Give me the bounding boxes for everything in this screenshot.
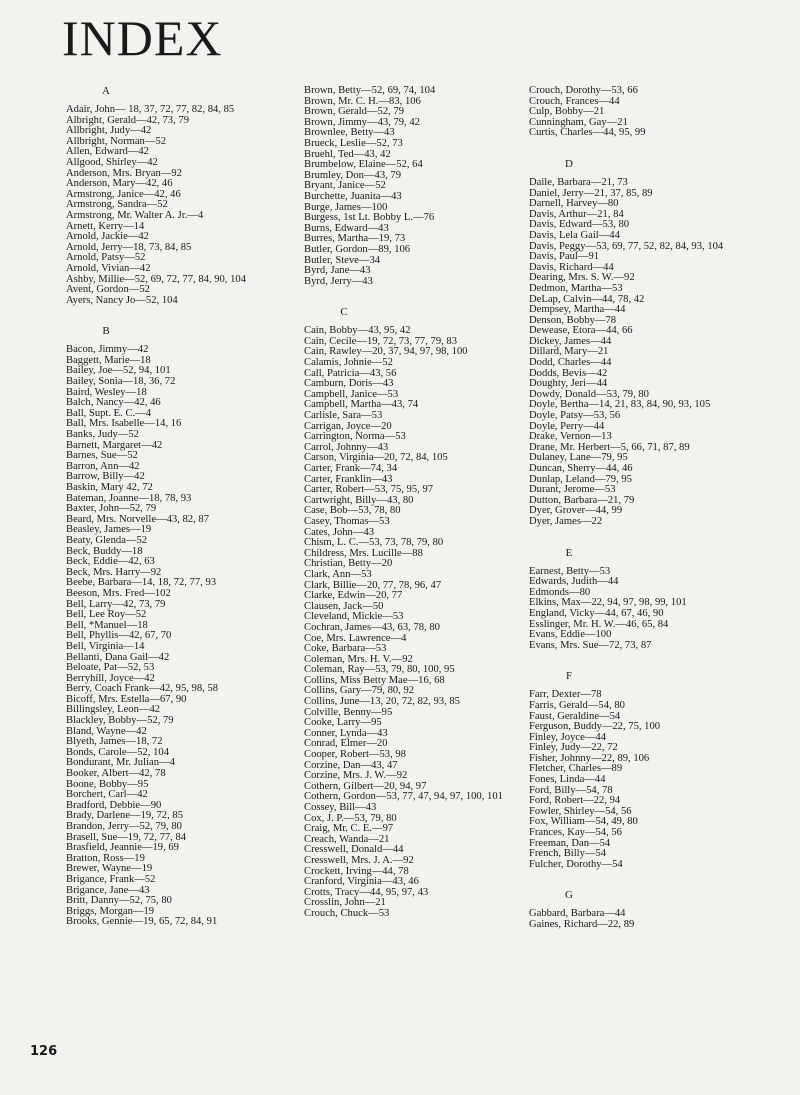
page-number: 126 bbox=[30, 1044, 58, 1059]
section-letter: B bbox=[102, 325, 110, 338]
index-entry: Davis, Lela Gail—44 bbox=[529, 229, 620, 241]
index-entry: Ford, Robert—22, 94 bbox=[529, 795, 621, 807]
index-entry: Beck, Eddie—42, 63 bbox=[66, 556, 155, 568]
index-entry: Duncan, Sherry—44, 46 bbox=[529, 463, 633, 474]
index-entry: Booker, Albert—42, 78 bbox=[66, 768, 166, 780]
index-entry: Burge, James—100 bbox=[304, 201, 388, 213]
index-entry: Allgood, Shirley—42 bbox=[66, 156, 158, 168]
index-entry: Davis, Paul—91 bbox=[529, 251, 600, 263]
index-entry: Berry, Coach Frank—42, 95, 98, 58 bbox=[66, 683, 219, 695]
index-entry: Carson, Virginia—20, 72, 84, 105 bbox=[304, 452, 448, 464]
index-entry: Burns, Edward—43 bbox=[304, 222, 389, 234]
index-entry: Beeson, Mrs. Fred—102 bbox=[66, 587, 171, 599]
index-entry: Clark, Billie—20, 77, 78, 96, 47 bbox=[304, 579, 442, 591]
index-entry: Cresswell, Donald—44 bbox=[304, 844, 404, 856]
index-entry: Fulcher, Dorothy—54 bbox=[529, 858, 623, 870]
section-letter: E bbox=[565, 546, 573, 559]
section-letter: C bbox=[340, 306, 348, 319]
index-entry: Daile, Barbara—21, 73 bbox=[529, 176, 628, 188]
index-entry: Beebe, Barbara—14, 18, 72, 77, 93 bbox=[66, 577, 217, 589]
page-title: INDEX bbox=[62, 10, 223, 66]
index-entry: Conner, Lynda—43 bbox=[304, 727, 388, 739]
index-entry: Bondurant, Mr. Julian—4 bbox=[66, 757, 175, 769]
index-entry: Dyer, James—22 bbox=[529, 515, 603, 527]
index-entry: Baggett, Marie—18 bbox=[66, 354, 151, 366]
index-entry: Brown, Jimmy—43, 79, 42 bbox=[304, 116, 420, 128]
index-entry: Doyle, Patsy—53, 56 bbox=[529, 410, 621, 422]
index-entry: Armstrong, Sandra—52 bbox=[66, 199, 168, 211]
index-entry: Cooke, Larry—95 bbox=[304, 717, 382, 729]
index-entry: Armstrong, Janice—42, 46 bbox=[66, 188, 181, 200]
index-entry: Conrad, Elmer—20 bbox=[304, 738, 388, 750]
index-entry: Beasley, James—19 bbox=[66, 524, 152, 536]
index-entry: Doyle, Perry—44 bbox=[529, 420, 605, 432]
index-entry: Allbright, Norman—52 bbox=[66, 135, 167, 147]
index-entry: Bradford, Debbie—90 bbox=[66, 799, 162, 811]
index-entry: Barron, Ann—42 bbox=[66, 460, 140, 472]
index-entry: Burres, Martha—19, 73 bbox=[304, 233, 406, 245]
index-entry: Cossey, Bill—43 bbox=[304, 802, 377, 813]
index-entry: Carrol, Johnny—43 bbox=[304, 441, 389, 453]
index-entry: Billingsley, Leon—42 bbox=[66, 704, 161, 716]
index-entry: Faust, Geraldine—54 bbox=[529, 710, 621, 722]
index-entry: Brueck, Leslie—52, 73 bbox=[304, 137, 403, 149]
index-entry: Casey, Thomas—53 bbox=[304, 515, 390, 527]
index-entry: Brumbelow, Elaine—52, 64 bbox=[304, 159, 423, 171]
index-entry: Bailey, Sonia—18, 36, 72 bbox=[66, 376, 176, 388]
index-entry: Camburn, Doris—43 bbox=[304, 378, 394, 390]
index-entry: Arnett, Kerry—14 bbox=[66, 220, 145, 232]
index-entry: Dutton, Barbara—21, 79 bbox=[529, 494, 635, 506]
index-entry: Ashby, Millie—52, 69, 72, 77, 84, 90, 104 bbox=[66, 273, 246, 285]
index-entry: Doughty, Jeri—44 bbox=[529, 378, 608, 390]
index-entry: Collins, June—13, 20, 72, 82, 93, 85 bbox=[304, 696, 460, 708]
index-entry: Barnett, Margaret—42 bbox=[66, 439, 163, 451]
index-entry: Beck, Buddy—18 bbox=[66, 545, 143, 557]
index-entry: Beck, Mrs. Harry—92 bbox=[66, 566, 162, 578]
index-entry: Calamis, Johnie—52 bbox=[304, 357, 393, 369]
index-entry: Childress, Mrs. Lucille—88 bbox=[304, 547, 423, 559]
index-entry: Edwards, Judith—44 bbox=[529, 576, 619, 588]
index-entry: Brasell, Sue—19, 72, 77, 84 bbox=[66, 831, 187, 843]
index-entry: Dempsey, Martha—44 bbox=[529, 304, 626, 316]
index-entry: Cunningham, Gay—21 bbox=[529, 116, 628, 128]
index-entry: Dodd, Charles—44 bbox=[529, 357, 612, 369]
index-entry: Beaty, Glenda—52 bbox=[66, 534, 148, 546]
index-entry: Drake, Vernon—13 bbox=[529, 431, 612, 443]
index-entry: Bratton, Ross—19 bbox=[66, 852, 145, 864]
index-column-3 bbox=[529, 86, 769, 931]
index-entry: Collins, Miss Betty Mae—16, 68 bbox=[304, 674, 445, 686]
index-entry: French, Billy—54 bbox=[529, 848, 607, 860]
index-entry: Cleveland, Mickie—53 bbox=[304, 611, 404, 623]
index-entry: Elkins, Max—22, 94, 97, 98, 99, 101 bbox=[529, 597, 687, 609]
index-entry: Cox, J. P.—53, 79, 80 bbox=[304, 812, 397, 824]
index-entry: Balch, Nancy—42, 46 bbox=[66, 397, 161, 409]
index-entry: Brown, Mr. C. H.—83, 106 bbox=[304, 95, 421, 107]
index-entry: Coe, Mrs. Lawrence—4 bbox=[304, 632, 407, 644]
index-entry: Clark, Ann—53 bbox=[304, 568, 372, 580]
index-entry: Blyeth, James—18, 72 bbox=[66, 736, 163, 748]
section-letter: A bbox=[102, 85, 110, 97]
index-entry: Brown, Betty—52, 69, 74, 104 bbox=[304, 85, 436, 96]
index-entry: Crouch, Frances—44 bbox=[529, 95, 620, 107]
index-entry: Call, Patricia—43, 56 bbox=[304, 367, 397, 379]
index-entry: Christian, Betty—20 bbox=[304, 558, 393, 570]
index-entry: Freeman, Dan—54 bbox=[529, 837, 611, 849]
index-entry: Bailey, Joe—52, 94, 101 bbox=[66, 365, 171, 377]
index-entry: Banks, Judy—52 bbox=[66, 429, 139, 441]
index-entry: Allen, Edward—42 bbox=[66, 146, 149, 158]
index-entry: Brasfield, Jeannie—19, 69 bbox=[66, 842, 179, 854]
index-entry: Dearing, Mrs. S. W.—92 bbox=[529, 272, 635, 284]
index-entry: Armstrong, Mr. Walter A. Jr.—4 bbox=[66, 209, 204, 221]
index-entry: Cresswell, Mrs. J. A.—92 bbox=[304, 854, 414, 866]
index-entry: Campbell, Martha—43, 74 bbox=[304, 399, 419, 411]
index-entry: Campbell, Janice—53 bbox=[304, 388, 399, 400]
index-entry: Culp, Bobby—21 bbox=[529, 106, 605, 118]
index-entry: Fletcher, Charles—89 bbox=[529, 763, 623, 775]
index-entry: Barnes, Sue—52 bbox=[66, 450, 138, 462]
index-entry: Earnest, Betty—53 bbox=[529, 565, 611, 577]
index-entry: Cothern, Gilbert—20, 94, 97 bbox=[304, 780, 427, 792]
index-entry: Brigance, Frank—52 bbox=[66, 873, 156, 885]
index-entry: Frances, Kay—54, 56 bbox=[529, 827, 622, 839]
index-entry: Evans, Eddie—100 bbox=[529, 629, 612, 641]
index-entry: Ball, Mrs. Isabelle—14, 16 bbox=[66, 418, 182, 430]
index-entry: Bell, Lee Roy—52 bbox=[66, 609, 147, 621]
index-entry: Carter, Robert—53, 75, 95, 97 bbox=[304, 484, 434, 496]
index-entry: Crouch, Dorothy—53, 66 bbox=[529, 85, 638, 96]
index-entry: Craig, Mr. C. E.—97 bbox=[304, 823, 394, 835]
index-entry: Butler, Steve—34 bbox=[304, 254, 381, 266]
index-entry: Dickey, James—44 bbox=[529, 335, 612, 347]
index-entry: Darnell, Harvey—80 bbox=[529, 198, 619, 210]
index-entry: Arnold, Jerry—18, 73, 84, 85 bbox=[66, 241, 192, 253]
index-entry: Bonds, Carole—52, 104 bbox=[66, 746, 169, 758]
index-entry: Cain, Bobby—43, 95, 42 bbox=[304, 325, 411, 337]
index-entry: Bell, Larry—42, 73, 79 bbox=[66, 598, 166, 610]
index-entry: Blackley, Bobby—52, 79 bbox=[66, 715, 174, 727]
index-entry: Bellanti, Dana Gail—42 bbox=[66, 651, 170, 663]
index-entry: Crosslin, John—21 bbox=[304, 897, 386, 909]
index-entry: Bacon, Jimmy—42 bbox=[66, 344, 149, 356]
index-entry: Corzine, Mrs. J. W.—92 bbox=[304, 770, 408, 782]
index-entry: Clausen, Jack—50 bbox=[304, 600, 384, 612]
index-entry: Durant, Jerome—53 bbox=[529, 484, 616, 496]
index-entry: Fowler, Shirley—54, 56 bbox=[529, 805, 632, 817]
index-entry: Arnold, Vivian—42 bbox=[66, 262, 151, 274]
section-letter: G bbox=[565, 889, 573, 902]
index-entry: Berryhill, Joyce—42 bbox=[66, 672, 155, 684]
index-entry: Bell, Phyllis—42, 67, 70 bbox=[66, 630, 172, 642]
index-column-2 bbox=[304, 86, 544, 920]
index-entry: Farris, Gerald—54, 80 bbox=[529, 699, 625, 711]
index-entry: Davis, Arthur—21, 84 bbox=[529, 208, 624, 220]
index-entry: Carrington, Norma—53 bbox=[304, 431, 406, 443]
index-entry: Briggs, Morgan—19 bbox=[66, 905, 155, 917]
index-entry: Davis, Richard—44 bbox=[529, 261, 614, 273]
index-entry: Brandon, Jerry—52, 79, 80 bbox=[66, 821, 182, 832]
index-entry: Brigance, Jane—43 bbox=[66, 884, 150, 896]
index-entry: Brewer, Wayne—19 bbox=[66, 863, 153, 875]
index-entry: Denson, Bobby—78 bbox=[529, 314, 617, 326]
index-entry: Dowdy, Donald—53, 79, 80 bbox=[529, 388, 649, 400]
index-entry: Finley, Joyce—44 bbox=[529, 731, 606, 743]
index-entry: Anderson, Mrs. Bryan—92 bbox=[66, 167, 182, 179]
index-entry: Farr, Dexter—78 bbox=[529, 689, 602, 701]
index-entry: Cartwright, Billy—43, 80 bbox=[304, 494, 414, 506]
index-entry: Anderson, Mary—42, 46 bbox=[66, 178, 173, 190]
index-entry: Drane, Mr. Herbert—5, 66, 71, 87, 89 bbox=[529, 441, 690, 453]
index-entry: Burgess, 1st Lt. Bobby L.—76 bbox=[304, 212, 435, 224]
index-entry: Dillard, Mary—21 bbox=[529, 346, 609, 358]
index-entry: Clarke, Edwin—20, 77 bbox=[304, 590, 403, 602]
index-entry: Curtis, Charles—44, 95, 99 bbox=[529, 127, 646, 139]
index-entry: Ford, Billy—54, 78 bbox=[529, 784, 613, 796]
index-entry: Beard, Mrs. Norvelle—43, 82, 87 bbox=[66, 513, 209, 525]
index-entry: Bland, Wayne—42 bbox=[66, 725, 147, 737]
index-entry: Bicoff, Mrs. Estella—67, 90 bbox=[66, 693, 187, 705]
index-entry: Arnold, Jackie—42 bbox=[66, 231, 149, 243]
index-entry: Coleman, Ray—53, 79, 80, 100, 95 bbox=[304, 664, 455, 676]
index-entry: Butler, Gordon—89, 106 bbox=[304, 243, 411, 255]
index-entry: Cranford, Virginia—43, 46 bbox=[304, 876, 419, 888]
index-entry: Bell, Virginia—14 bbox=[66, 640, 145, 652]
section-letter: F bbox=[565, 670, 573, 683]
index-entry: Case, Bob—53, 78, 80 bbox=[304, 505, 401, 517]
index-entry: Cooper, Robert—53, 98 bbox=[304, 749, 406, 761]
index-entry: Brady, Darlene—19, 72, 85 bbox=[66, 810, 183, 822]
index-entry: Baxter, John—52, 79 bbox=[66, 503, 157, 515]
index-entry: Daniel, Jerry—21, 37, 85, 89 bbox=[529, 187, 653, 199]
index-entry: Cain, Cecile—19, 72, 73, 77, 79, 83 bbox=[304, 335, 458, 347]
index-entry: Gaines, Richard—22, 89 bbox=[529, 919, 635, 930]
index-entry: Ball, Supt. E. C.—4 bbox=[66, 407, 152, 419]
index-entry: Arnold, Patsy—52 bbox=[66, 252, 146, 264]
index-entry: Britt, Danny—52, 75, 80 bbox=[66, 895, 172, 907]
index-entry: Bateman, Joanne—18, 78, 93 bbox=[66, 492, 192, 504]
index-entry: Evans, Mrs. Sue—72, 73, 87 bbox=[529, 639, 652, 651]
index-entry: Davis, Peggy—53, 69, 77, 52, 82, 84, 93, 104 bbox=[529, 240, 724, 252]
index-entry: Corzine, Dan—43, 47 bbox=[304, 759, 398, 771]
index-entry: Coleman, Mrs. H. V.—92 bbox=[304, 653, 413, 665]
index-entry: England, Vicky—44, 67, 46, 90 bbox=[529, 607, 664, 619]
index-entry: Allbright, Judy—42 bbox=[66, 125, 152, 137]
index-entry: Dyer, Grover—44, 99 bbox=[529, 505, 623, 517]
index-entry: Colville, Benny—95 bbox=[304, 706, 393, 718]
index-entry: Cochran, James—43, 63, 78, 80 bbox=[304, 621, 440, 633]
index-entry: Gabbard, Barbara—44 bbox=[529, 908, 626, 920]
index-entry: Dulaney, Lane—79, 95 bbox=[529, 452, 628, 464]
index-entry: Carrigan, Joyce—20 bbox=[304, 420, 392, 432]
index-entry: Carter, Frank—74, 34 bbox=[304, 463, 398, 474]
index-entry: Fones, Linda—44 bbox=[529, 774, 606, 786]
index-column-1 bbox=[66, 86, 306, 928]
index-entry: Crockett, Irving—44, 78 bbox=[304, 865, 409, 877]
index-entry: Finley, Judy—22, 72 bbox=[529, 742, 618, 754]
index-entry: Fisher, Johnny—22, 89, 106 bbox=[529, 752, 650, 764]
index-entry: Fox, William—54, 49, 80 bbox=[529, 816, 638, 828]
index-entry: Collins, Gary—79, 80, 92 bbox=[304, 685, 415, 697]
index-entry: Baird, Wesley—18 bbox=[66, 386, 147, 398]
index-entry: Crotts, Tracy—44, 95, 97, 43 bbox=[304, 886, 429, 898]
index-entry: Baskin, Mary 42, 72 bbox=[66, 482, 153, 493]
index-entry: Chism, L. C.—53, 73, 78, 79, 80 bbox=[304, 537, 444, 549]
index-entry: Dewease, Etora—44, 66 bbox=[529, 325, 633, 337]
index-entry: Carlisle, Sara—53 bbox=[304, 410, 383, 422]
index-entry: Crouch, Chuck—53 bbox=[304, 907, 390, 919]
index-entry: Bell, *Manuel—18 bbox=[66, 619, 148, 631]
index-entry: Borchert, Carl—42 bbox=[66, 789, 148, 801]
index-entry: Carter, Franklin—43 bbox=[304, 473, 393, 485]
index-entry: Brownlee, Betty—43 bbox=[304, 127, 395, 139]
index-entry: Beloate, Pat—52, 53 bbox=[66, 662, 155, 674]
index-entry: Edmonds—80 bbox=[529, 586, 591, 598]
index-entry: Avent, Gordon—52 bbox=[66, 284, 150, 296]
index-entry: Dunlap, Leland—79, 95 bbox=[529, 473, 632, 485]
index-entry: Esslinger, Mr. H. W.—46, 65, 84 bbox=[529, 618, 669, 630]
index-entry: Boone, Bobby—95 bbox=[66, 778, 149, 790]
index-entry: Davis, Edward—53, 80 bbox=[529, 219, 630, 231]
index-entry: Coke, Barbara—53 bbox=[304, 643, 387, 655]
section-letter: D bbox=[565, 157, 573, 170]
index-entry: Burchette, Juanita—43 bbox=[304, 190, 402, 202]
index-entry: Byrd, Jerry—43 bbox=[304, 275, 373, 287]
index-entry: Albright, Gerald—42, 73, 79 bbox=[66, 114, 189, 126]
index-entry: Bruehl, Ted—43, 42 bbox=[304, 148, 391, 160]
index-entry: Cates, John—43 bbox=[304, 526, 375, 538]
index-entry: Bryant, Janice—52 bbox=[304, 180, 386, 192]
index-entry: Brown, Gerald—52, 79 bbox=[304, 106, 405, 118]
index-entry: Brumley, Don—43, 79 bbox=[304, 169, 402, 181]
index-entry: Cothern, Gordon—53, 77, 47, 94, 97, 100, 101 bbox=[304, 791, 503, 803]
index-entry: Dodds, Bevis—42 bbox=[529, 367, 608, 379]
index-entry: Brooks, Gennie—19, 65, 72, 84, 91 bbox=[66, 916, 218, 928]
index-entry: DeLap, Calvin—44, 78, 42 bbox=[529, 293, 645, 305]
index-entry: Barrow, Billy—42 bbox=[66, 471, 145, 483]
index-entry: Adair, John— 18, 37, 72, 77, 82, 84, 85 bbox=[66, 104, 235, 115]
index-entry: Ayers, Nancy Jo—52, 104 bbox=[66, 294, 178, 306]
index-entry: Byrd, Jane—43 bbox=[304, 265, 371, 277]
index-entry: Ferguson, Buddy—22, 75, 100 bbox=[529, 721, 661, 733]
index-entry: Cain, Rawley—20, 37, 94, 97, 98, 100 bbox=[304, 346, 468, 358]
index-entry: Creach, Wanda—21 bbox=[304, 833, 390, 845]
index-entry: Doyle, Bertha—14, 21, 83, 84, 90, 93, 105 bbox=[529, 399, 711, 411]
index-entry: Dedmon, Martha—53 bbox=[529, 282, 623, 294]
